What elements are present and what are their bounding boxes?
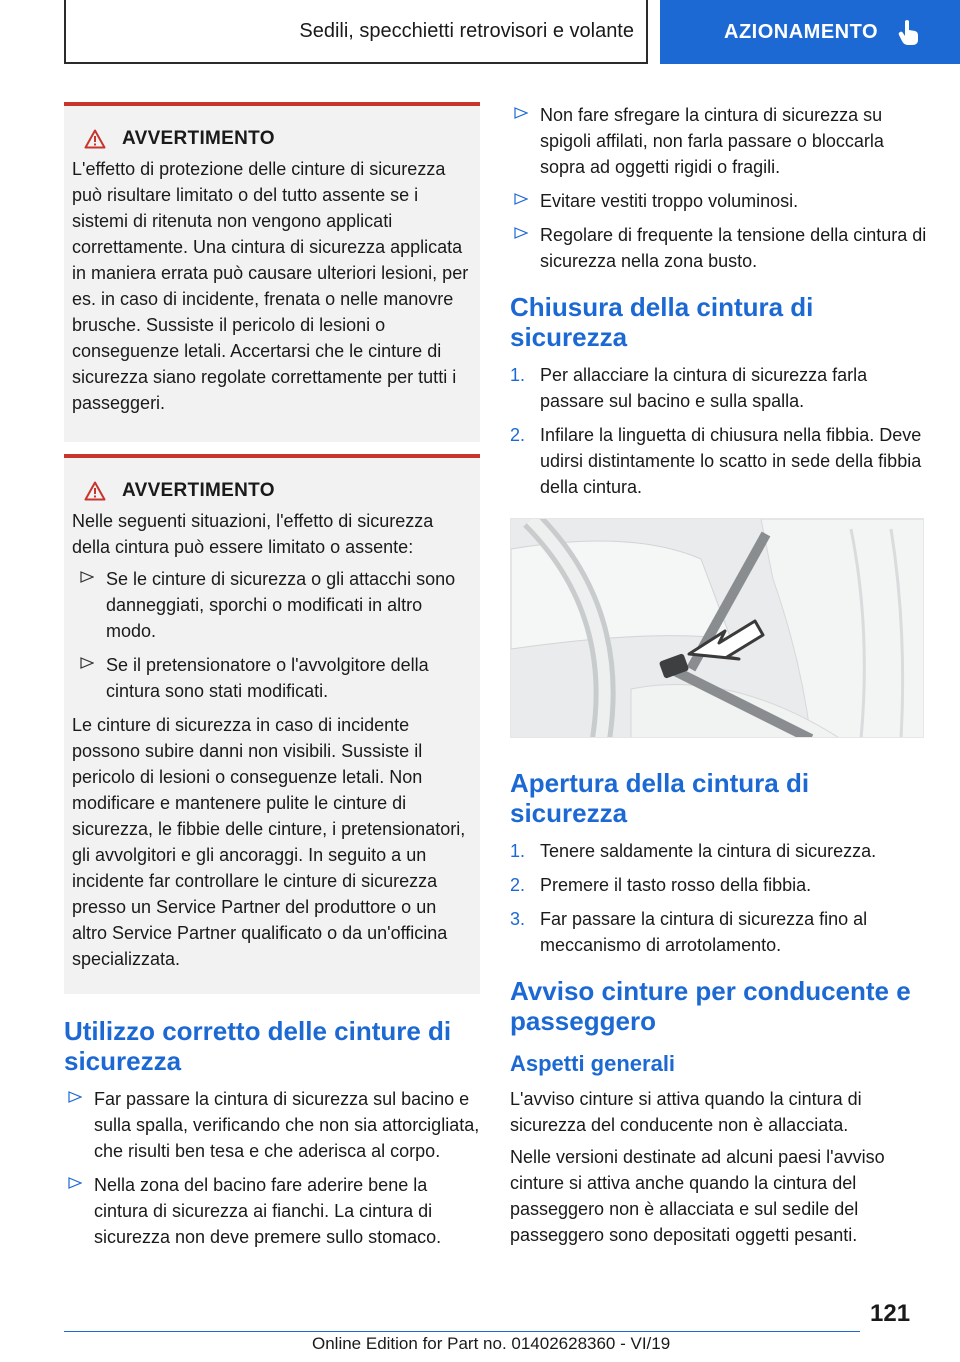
bullet-triangle-icon: [514, 226, 528, 240]
step-number: 1.: [510, 841, 526, 861]
list-item: Non fare sfregare la cintura di sicurezza su spigoli affilati, non farla passare o bloccarla sopra ad oggetti rigidi o fragili.: [510, 102, 930, 180]
subsection-heading: Aspetti generali: [510, 1051, 676, 1076]
page-number: 121: [870, 1300, 911, 1327]
bullet-triangle-icon: [68, 1176, 82, 1190]
warning-box: [64, 102, 480, 442]
list-item: 1. Per allacciare la cintura di sicurezza farla passare sul bacino e sulla spalla.: [510, 362, 930, 414]
bullet-triangle-icon: [68, 1090, 82, 1104]
footer-divider: [64, 1331, 860, 1332]
list-item: Far passare la cintura di sicurezza sul bacino e sulla spalla, verificando che non sia attorcigliata, che risulti ben tesa e che aderisca al corpo.: [64, 1086, 480, 1164]
warning-intro: Nelle seguenti situazioni, l'effetto di sicurezza della cintura può essere limitato o assente:: [72, 511, 434, 557]
chapter-title: AZIONAMENTO: [724, 20, 879, 43]
bullet-triangle-icon: [80, 570, 94, 584]
step-number: 3.: [510, 909, 526, 929]
bullet-list: [510, 102, 930, 274]
chapter-tab: [660, 0, 960, 64]
bullet-triangle-icon: [514, 106, 528, 120]
numbered-list: [510, 362, 930, 500]
list-item: Se le cinture di sicurezza o gli attacchi sono danneggiati, sporchi o modificati in altro modo.: [72, 566, 470, 644]
step-number: 2.: [510, 875, 526, 895]
warning-title: AVVERTIMENTO: [122, 128, 275, 149]
left-column: [64, 102, 480, 1258]
list-item: 2. Premere il tasto rosso della fibbia.: [510, 872, 930, 898]
list-item: 1. Tenere saldamente la cintura di sicurezza.: [510, 838, 930, 864]
section-heading: Utilizzo corretto delle cinture di sicurezza: [64, 1016, 452, 1076]
warning-title: AVVERTIMENTO: [122, 480, 275, 501]
section-heading: Apertura della cintura di sicurezza: [510, 768, 810, 828]
section-heading: Chiusura della cintura di sicurezza: [510, 292, 814, 352]
step-number: 1.: [510, 365, 526, 385]
warning-box: [64, 454, 480, 994]
list-item: 2. Infilare la linguetta di chiusura nella fibbia. Deve udirsi distintamente lo scatto in sede della fibbia della cintura.: [510, 422, 930, 500]
warning-triangle-icon: [84, 481, 106, 501]
list-item: Nella zona del bacino fare aderire bene la cintura di sicurezza ai fianchi. La cintura di sicurezza non deve premere sullo stomaco.: [64, 1172, 480, 1250]
bullet-triangle-icon: [80, 656, 94, 670]
list-item: Regolare di frequente la tensione della cintura di sicurezza nella zona busto.: [510, 222, 930, 274]
warning-text: L'effetto di protezione delle cinture di sicurezza può risultare limitato o del tutto assente se i sistemi di ritenuta non vengono applicati correttamente. Una cintura di sicurezza applicata in maniera errata può causare ulteriori lesioni, per es. in caso di incidente, frenata o nelle manovre brusche. Sussiste il pericolo di lesioni o conseguenze letali. Accertarsi che le cinture di sicurezza siano regolate correttamente per tutti i passeggeri.: [72, 159, 469, 413]
body-paragraph: L'avviso cinture si attiva quando la cintura di sicurezza del conducente non è allacciata.: [510, 1089, 862, 1135]
bullet-list: [64, 1086, 480, 1250]
list-item: 3. Far passare la cintura di sicurezza fino al meccanismo di arrotolamento.: [510, 906, 930, 958]
section-title: Sedili, specchietti retrovisori e volante: [299, 19, 634, 42]
bullet-triangle-icon: [514, 192, 528, 206]
warning-list: [72, 566, 470, 704]
running-header-section: [64, 0, 648, 64]
list-item: Se il pretensionatore o l'avvolgitore della cintura sono stati modificati.: [72, 652, 470, 704]
seatbelt-buckle-photo: [510, 518, 924, 738]
numbered-list: [510, 838, 930, 958]
list-item: Evitare vestiti troppo voluminosi.: [510, 188, 930, 214]
body-paragraph: Nelle versioni destinate ad alcuni paesi l'avviso cinture si attiva anche quando la cintura del passeggero non è allacciata e sul sedile del passeggero sono depositati oggetti pesanti.: [510, 1147, 885, 1245]
warning-triangle-icon: [84, 129, 106, 149]
hand-pointer-icon: [898, 19, 920, 45]
footer-edition: Online Edition for Part no. 01402628360 - VI/19: [312, 1334, 671, 1353]
section-heading: Avviso cinture per conducente e passeggero: [510, 976, 911, 1036]
right-column: [510, 102, 930, 1254]
step-number: 2.: [510, 425, 526, 445]
warning-text: Le cinture di sicurezza in caso di incidente possono subire danni non visibili. Sussiste il pericolo di lesioni o conseguenze letali. Non modificare e mantenere pulite le cinture di sicurezza, le fibbie delle cinture, i pretensionatori, gli avvolgitori e gli ancoraggi. In seguito a un incidente far controllare le cinture di sicurezza presso un Service Partner del produttore o un altro Service Partner qualificato o da un'officina specializzata.: [72, 715, 466, 969]
